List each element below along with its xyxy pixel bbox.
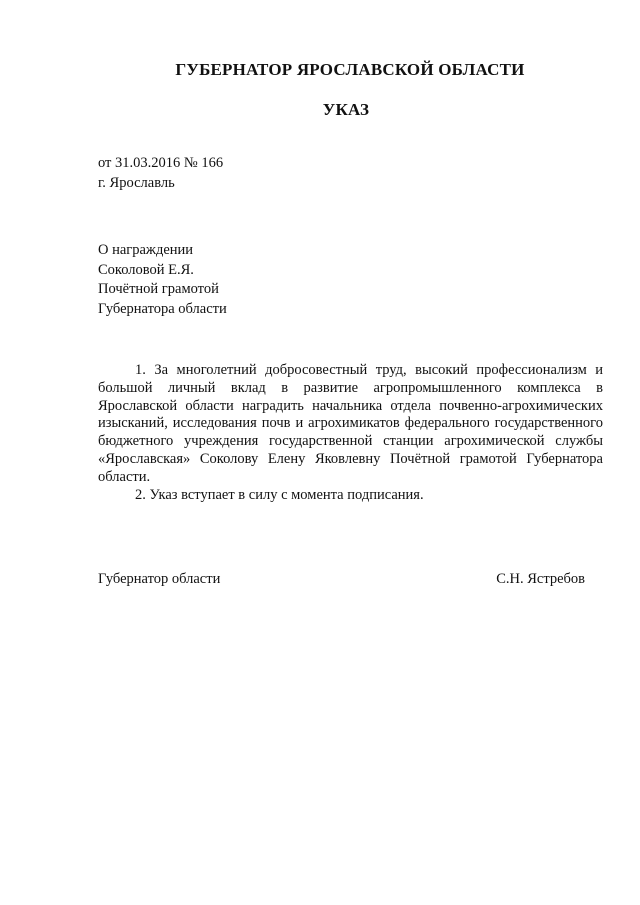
body-paragraph-2: 2. Указ вступает в силу с момента подписания.: [135, 486, 424, 503]
signature-name: С.Н. Ястребов: [496, 571, 585, 587]
subject-line: Почётной грамотой: [98, 281, 219, 297]
document-date-number: от 31.03.2016 № 166: [98, 155, 224, 171]
signature-position: Губернатор области: [98, 571, 221, 587]
document-type-heading: УКАЗ: [322, 100, 370, 119]
subject-line: Губернатора области: [98, 300, 227, 317]
subject-line: Соколовой Е.Я.: [98, 261, 194, 278]
document-city: г. Ярославль: [98, 175, 175, 191]
subject-line: О награждении: [98, 242, 194, 258]
body-paragraph-1: 1. За многолетний добросовестный труд, высокий профессионализм и большой личный вклад в развитие агропромышленного комплекса в Ярославской области наградить начальника отдела почвенно-агрохимических изысканий, исследования почв и агрохимикатов федерального государственного бюджетного учреждения государственной станции агрохимической службы «Ярославская» Соколову Елену Яковлевну Почётной грамотой Губернатора области.: [98, 362, 603, 485]
document-subject: [98, 241, 227, 319]
document-authority-title: ГУБЕРНАТОР ЯРОСЛАВСКОЙ ОБЛАСТИ: [175, 60, 525, 79]
document-body: [98, 362, 603, 504]
